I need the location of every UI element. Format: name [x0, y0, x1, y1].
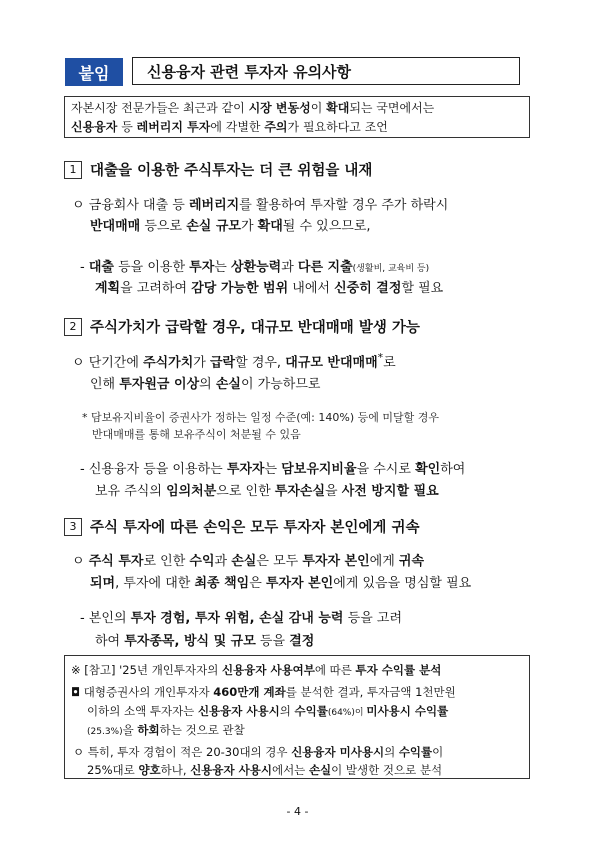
bullet-line	[72, 194, 448, 213]
text: ※ [참고] '25년 개인투자자의	[71, 663, 223, 677]
page-number: - 4 -	[286, 805, 309, 818]
text: 투자종목, 방식 및 규모	[124, 634, 256, 649]
text: 에 따른	[314, 663, 356, 677]
text: 수익률	[398, 745, 433, 759]
text: 의	[199, 377, 216, 392]
text: 는	[264, 462, 282, 477]
dash-line	[80, 458, 465, 477]
text: 하는 것으로 관찰	[159, 723, 245, 737]
dash-line	[95, 480, 439, 499]
reference-line	[87, 703, 448, 719]
text: 감당 가능한 범위	[191, 281, 289, 296]
dash-line	[80, 256, 429, 275]
text: 하여	[95, 634, 125, 649]
text: 주의	[264, 120, 288, 134]
text: ㅇ 금융회사 대출 등	[72, 198, 189, 213]
text: 투자 수익률 분석	[355, 663, 442, 677]
text: 급락	[210, 355, 236, 371]
text: 의	[279, 704, 295, 718]
reference-line	[71, 684, 456, 700]
text: (생활비, 교육비 등)	[352, 264, 430, 274]
text: 에게	[369, 554, 399, 569]
text: 이 발생한 것으로 분석	[331, 763, 443, 777]
text: 할 경우,	[235, 355, 286, 371]
text: 손실	[308, 763, 332, 777]
text: 을	[325, 484, 342, 499]
text: 신용융자 사용시	[197, 704, 280, 718]
text: 투자	[189, 260, 215, 275]
text: -	[80, 260, 89, 275]
text: 사전 방지할 필요	[341, 484, 439, 499]
text: 레버리지	[189, 198, 240, 213]
text: 이 가능하므로	[240, 377, 321, 392]
text: 확대	[326, 101, 350, 115]
section-title: 주식 투자에 따른 손익은 모두 투자자 본인에게 귀속	[90, 520, 420, 536]
intro-line-2	[71, 118, 523, 137]
text: 확인	[415, 462, 441, 477]
section-1-heading	[64, 159, 372, 180]
text: 임의처분	[166, 484, 217, 499]
reference-line	[87, 722, 245, 738]
text: 투자원금 이상	[119, 377, 200, 392]
text: 에서는	[271, 763, 309, 777]
text: - 신용융자 등을 이용하는	[80, 462, 227, 477]
text: 확대	[257, 219, 283, 234]
text: ㅇ	[72, 554, 89, 569]
text: 계획	[95, 281, 121, 296]
text: 하회	[137, 723, 160, 737]
text: 등을 이용한	[113, 260, 190, 275]
text: 으로 인한	[216, 484, 275, 499]
bullet-line	[90, 215, 371, 234]
text: 을 수시로	[356, 462, 416, 477]
footnote-line: * 담보유지비율이 증권사가 정하는 일정 수준(예: 140%) 등에 미달할 경우	[82, 411, 439, 424]
text: 대출	[88, 260, 114, 275]
text: 투자자 본인	[302, 554, 370, 569]
text: 가	[193, 355, 210, 371]
text: (64%)이	[327, 708, 367, 718]
section-title: 주식가치가 급락할 경우, 대규모 반대매매 발생 가능	[90, 320, 420, 336]
text: 손실	[231, 554, 257, 569]
text: 등으로	[140, 219, 187, 234]
text: 신용융자 사용여부	[222, 663, 315, 677]
text: 대규모 반대매매	[285, 355, 378, 371]
text: 로 인한	[143, 554, 190, 569]
text: 반대매매	[90, 219, 141, 234]
text: 인해	[90, 377, 120, 392]
text: 손실 규모	[186, 219, 241, 234]
footnote-line: 반대매매를 통해 보유주식이 처분될 수 있음	[92, 428, 301, 441]
intro-box	[64, 96, 530, 138]
section-title: 대출을 이용한 주식투자는 더 큰 위험을 내재	[90, 163, 373, 179]
text: 신용융자 사용시	[190, 763, 272, 777]
text: 담보유지비율	[281, 462, 357, 477]
section-2-heading	[64, 316, 420, 337]
text: ㅇ 단기간에	[72, 355, 144, 371]
text: 투자자	[226, 462, 265, 477]
text: 수익	[189, 554, 215, 569]
text: 수익률	[294, 704, 328, 718]
text: 보유 주식의	[95, 484, 167, 499]
text: (25.3%)	[87, 727, 123, 737]
text: 가	[240, 219, 258, 234]
text: 25%대로	[87, 763, 139, 777]
text: 할 필요	[401, 281, 444, 296]
text: 이하의 소액 투자자는	[87, 704, 198, 718]
text: 등을	[255, 634, 290, 649]
reference-heading	[71, 662, 441, 678]
text: 양호	[138, 763, 161, 777]
text: 손실	[215, 377, 241, 392]
dash-line	[80, 607, 402, 626]
text: 레버리지 투자	[136, 120, 211, 134]
text: 을	[122, 723, 138, 737]
text: 투자손실	[274, 484, 326, 499]
text: 에 각별한	[210, 120, 265, 134]
footnote-mark: *	[377, 351, 384, 364]
intro-line-1	[71, 99, 523, 118]
section-number: 1	[64, 161, 82, 179]
text: 하여	[440, 462, 466, 477]
text: 주식가치	[143, 355, 194, 371]
text: ㅇ 특히, 투자 경험이 적은 20-30대의 경우	[73, 745, 292, 759]
dash-line	[95, 277, 443, 296]
section-3-heading	[64, 516, 419, 537]
text: 가 필요하다고 조언	[287, 120, 388, 134]
bullet-line	[90, 572, 471, 591]
reference-line	[73, 744, 443, 760]
section-number: 2	[64, 318, 82, 336]
section-number: 3	[64, 518, 82, 536]
text: 은	[249, 576, 266, 591]
text: 투자 경험, 투자 위험, 손실 감내 능력	[130, 611, 344, 626]
reference-line	[87, 762, 442, 778]
text: 과	[214, 554, 232, 569]
text: 에게 있음을 명심할 필요	[333, 576, 472, 591]
text: 투자자 본인	[265, 576, 334, 591]
text: 460만개 계좌	[213, 685, 286, 699]
text: 귀속	[398, 554, 425, 569]
bullet-line	[72, 351, 396, 370]
text: 신용융자	[71, 120, 118, 134]
text: 될 수 있으므로,	[282, 219, 371, 234]
text: - 본인의	[80, 611, 131, 626]
text: 를 분석한 결과, 투자금액 1천만원	[285, 685, 456, 699]
page-title: 신용융자 관련 투자자 유의사항	[132, 57, 520, 85]
text: 내에서	[288, 281, 335, 296]
dash-line	[95, 630, 314, 649]
text: 등	[117, 120, 137, 134]
text: 을 고려하여	[120, 281, 192, 296]
text: 미사용시 수익률	[366, 704, 449, 718]
text: 하나,	[160, 763, 191, 777]
reference-box	[64, 655, 530, 779]
attachment-tag: 붙임	[65, 58, 123, 86]
text: 이	[432, 745, 444, 759]
text: 를 활용하여 투자할 경우 주가 하락시	[239, 198, 449, 213]
text: 주식 투자	[88, 554, 144, 569]
text: 의	[384, 745, 399, 759]
text: 로	[383, 355, 396, 371]
text: 등을 고려	[343, 611, 402, 626]
text: 시장 변동성	[248, 101, 311, 115]
bullet-line	[72, 550, 424, 569]
text: 신용융자 미사용시	[291, 745, 385, 759]
bullet-line	[90, 373, 320, 392]
text: 신중히 결정	[334, 281, 402, 296]
text: 다른 지출	[297, 260, 353, 275]
text: 과	[281, 260, 298, 275]
text: 되며	[90, 576, 116, 591]
text: ◘ 대형증권사의 개인투자자	[71, 685, 214, 699]
text: 자본시장 전문가들은 최근과 같이	[71, 101, 249, 115]
text: 결정	[289, 634, 315, 649]
text: 이	[310, 101, 327, 115]
text: 상환능력	[230, 260, 282, 275]
text: 되는 국면에서는	[349, 101, 435, 115]
text: , 투자에 대한	[115, 576, 195, 591]
text: 은 모두	[256, 554, 303, 569]
text: 는	[214, 260, 231, 275]
text: 최종 책임	[194, 576, 250, 591]
